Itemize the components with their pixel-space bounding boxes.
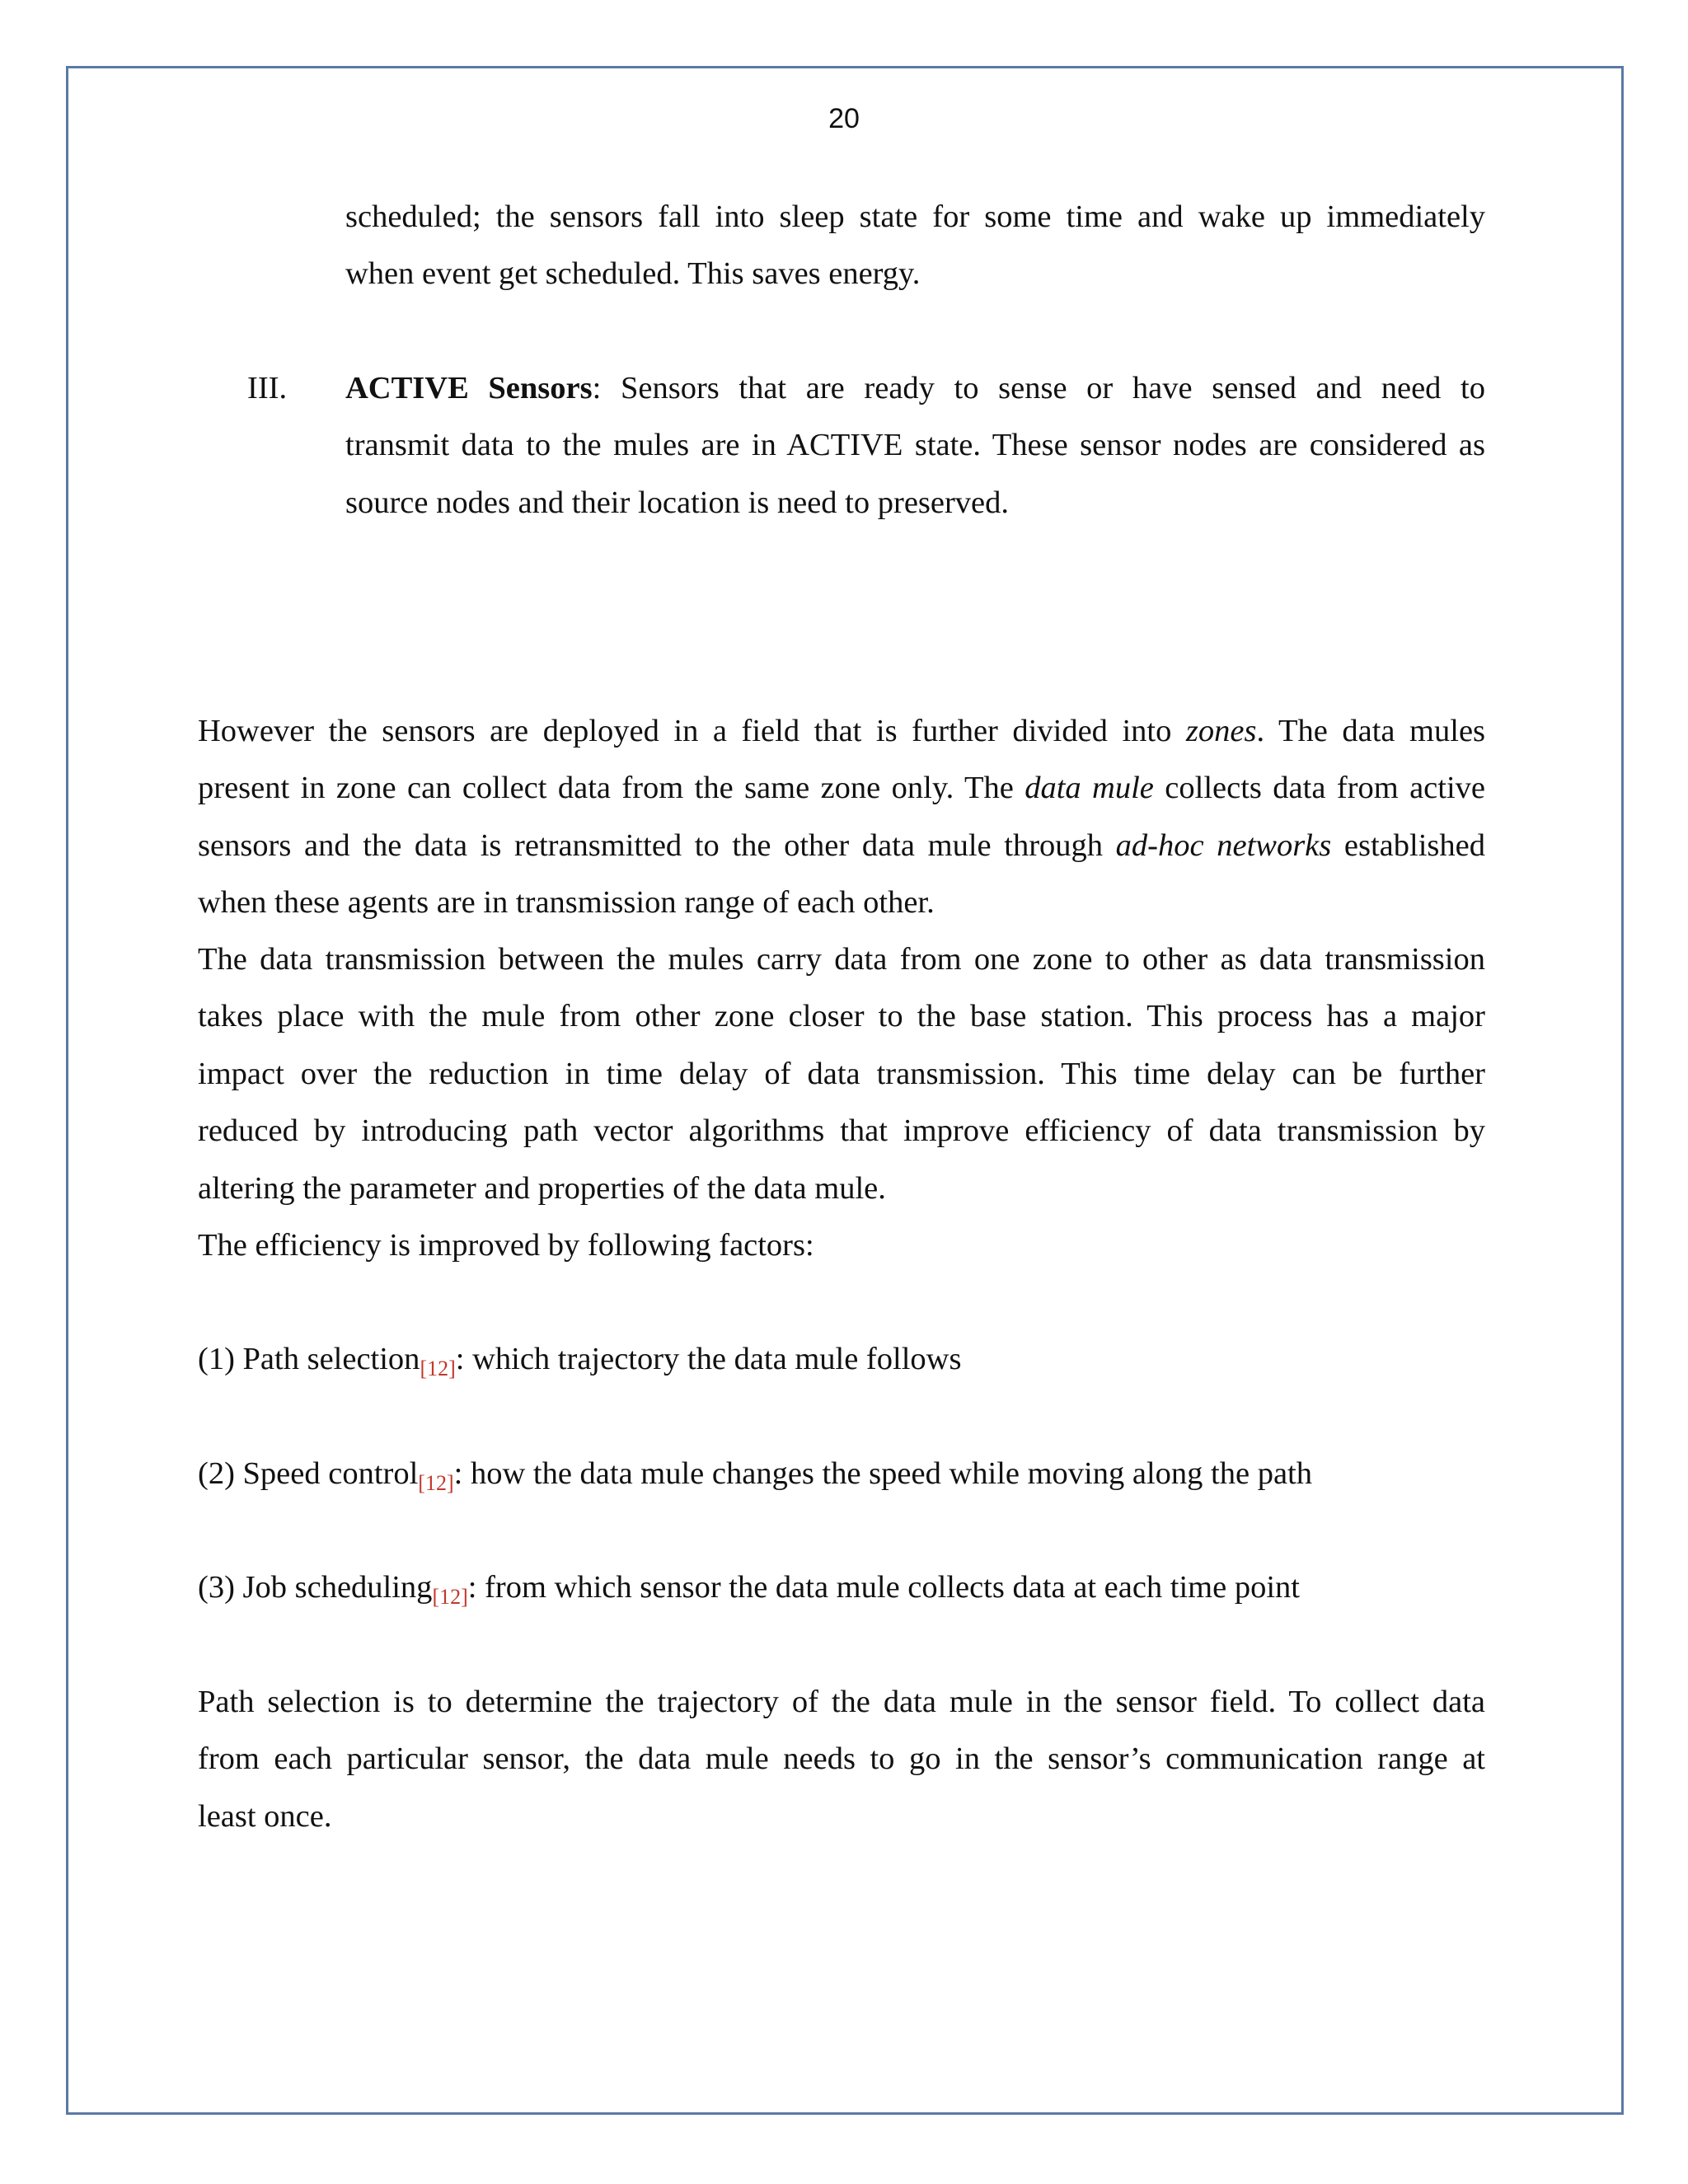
page-number: 20 <box>828 103 860 134</box>
factor-item-path-selection <box>198 1331 1485 1388</box>
paragraph-line: impact over the reduction in time delay of data transmission. This time delay can be further <box>198 1056 1485 1091</box>
term-definition-start: : Sensors that are ready to sense or have sensed and need to <box>592 371 1486 405</box>
citation-link[interactable]: [12] <box>418 1471 454 1495</box>
paragraph-line <box>198 818 1485 874</box>
factor-description: : from which sensor the data mule collects data at each time point <box>467 1570 1300 1605</box>
paragraph-line: takes place with the mule from other zone closer to the base station. This process has a major <box>198 999 1485 1034</box>
paragraph-line: altering the parameter and properties of the data mule. <box>198 1170 886 1206</box>
list-item-active-sensors <box>345 360 1485 532</box>
factor-item-job-scheduling <box>198 1559 1485 1616</box>
paragraph-line: from each particular sensor, the data mule needs to go in the sensor’s communication range at <box>198 1741 1485 1777</box>
paragraph-line <box>198 703 1485 760</box>
list-item-line-3: source nodes and their location is need to preserved. <box>345 485 1010 520</box>
text-run: present in zone can collect data from the same zone only. The <box>198 771 1025 806</box>
citation-link[interactable]: [12] <box>420 1357 456 1380</box>
citation-link[interactable]: [12] <box>432 1585 468 1609</box>
text-run: established <box>1331 827 1485 863</box>
paragraph-line <box>198 760 1485 817</box>
paragraph-efficiency-intro <box>198 1217 1485 1274</box>
paragraph-line: The data transmission between the mules carry data from one zone to other as data transmission <box>198 942 1485 977</box>
emphasis-ad-hoc-networks: ad-hoc networks <box>1115 827 1332 863</box>
paragraph-path-selection <box>198 1674 1485 1845</box>
emphasis-data-mule: data mule <box>1025 771 1154 806</box>
continuation-line-1: scheduled; the sensors fall into sleep state for some time and wake up immediately <box>345 199 1485 234</box>
factor-label: (1) Path selection <box>198 1342 420 1376</box>
paragraph-line: reduced by introducing path vector algorithms that improve efficiency of data transmission by <box>198 1113 1485 1149</box>
factor-description: : which trajectory the data mule follows <box>455 1342 962 1376</box>
paragraph-line: least once. <box>198 1798 332 1834</box>
factor-description: : how the data mule changes the speed while moving along the path <box>453 1456 1312 1491</box>
list-item-line-1 <box>345 360 1485 417</box>
paragraph-line: when these agents are in transmission range of each other. <box>198 885 935 921</box>
list-item-line-2: transmit data to the mules are in ACTIVE state. These sensor nodes are considered as <box>345 428 1485 463</box>
emphasis-zones: zones <box>1185 714 1257 748</box>
paragraph-zones <box>198 703 1485 932</box>
text-run: . The data mules <box>1256 714 1486 748</box>
continuation-line-2: when event get scheduled. This saves energy. <box>345 256 921 292</box>
text-run: sensors and the data is retransmitted to the other data mule through <box>198 827 1116 863</box>
list-numeral-iii: III. <box>247 371 288 405</box>
term-active-sensors: ACTIVE Sensors <box>345 371 593 405</box>
factor-label: (2) Speed control <box>198 1456 419 1491</box>
factor-label: (3) Job scheduling <box>198 1570 433 1605</box>
paragraph-line: The efficiency is improved by following factors: <box>198 1228 814 1263</box>
paragraph-transmission <box>198 931 1485 1217</box>
text-run: collects data from active <box>1153 771 1485 806</box>
text-run: However the sensors are deployed in a field that is further divided into <box>198 714 1186 748</box>
factor-item-speed-control <box>198 1446 1485 1502</box>
paragraph-line: Path selection is to determine the trajectory of the data mule in the sensor field. To collect data <box>198 1685 1485 1719</box>
continuation-paragraph <box>345 189 1485 303</box>
